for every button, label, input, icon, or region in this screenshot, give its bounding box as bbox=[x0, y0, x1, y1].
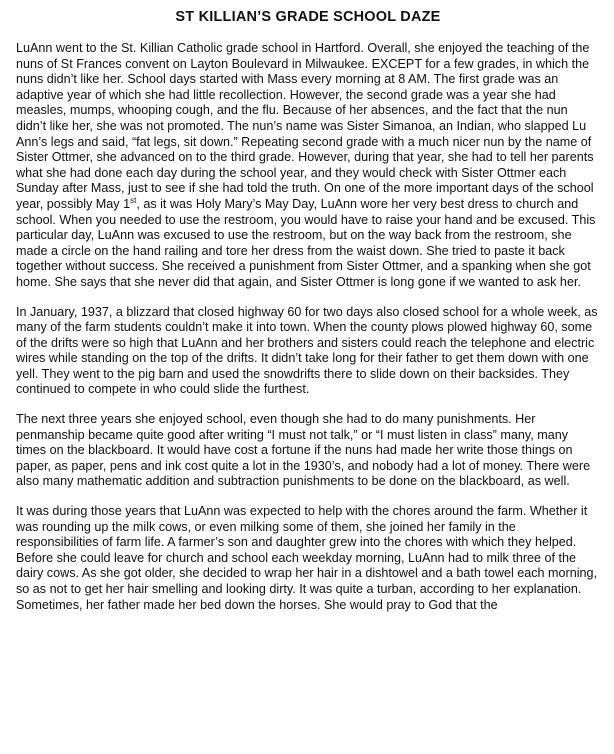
paragraph-punishments: The next three years she enjoyed school, even though she had to do many punishments. Her penmanship became quite good after writing “I must not talk,” or “I must listen in class” many, many times on the blackboard. It would have cost a fortune if the nuns had made her write those things on paper, as paper, pens and ink cost quite a lot in the 1930’s, and nobody had a lot of money. There were also many mathematic addition and subtraction punishments to be done on the blackboard, as well. bbox=[16, 412, 591, 489]
paragraph-text: LuAnn went to the St. Killian Catholic grade school in Hartford. Overall, she enjoyed the teaching of the nuns of St Frances convent on Layton Boulevard in Milwaukee. EXCEPT for a few grades, in which the nuns didn’t like her. School days started with Mass every morning at 8 AM. The first grade was an adaptive year of which she had little recollection. However, the second grade was a year she had measles, mumps, whooping cough, and the flu. Because of her absences, and the fact that the nun didn’t like her, she was not promoted. The nun’s name was Sister Simanoa, an Indian, who slapped Lu Ann’s legs and said, “fat legs, sit down.” Repeating second grade with a much nicer nun by the name of Sister Ottmer, she advanced on to the third grade. However, during that year, she had to tell her parents what she had done each day during the school year, and they would check with Sister Ottmer each Sunday after Mass, just to see if she had told the truth. On one of the more important days of the school year, possibly May 1 bbox=[16, 41, 594, 211]
paragraph-text: , as it was Holy Mary’s May Day, LuAnn wore her very best dress to church and school. When you needed to use the restroom, you would have to raise your hand and be excused. This particular day, LuAnn was excused to use the restroom, but on the way back from the restroom, she made a circle on the hand railing and tore her dress from the waist down. She tried to paste it back together without success. She received a punishment from Sister Ottmer, and a spanking when she got home. She says that she never did that again, and Sister Ottmer is long gone if we wanted to ask her. bbox=[16, 196, 596, 289]
paragraph-school-days bbox=[16, 41, 600, 291]
ordinal-suffix: st bbox=[130, 195, 137, 205]
paragraph-blizzard: In January, 1937, a blizzard that closed highway 60 for two days also closed school for a whole week, as many of the farm students couldn’t make it into town. When the county plows plowed highway 60, some of the drifts were so high that LuAnn and her brothers and sisters could reach the telephone and electric wires while standing on the top of the drifts. It didn’t take long for their father to get them down with one yell. They went to the pig barn and used the snowdrifts there to slide down on their backsides. They continued to compete in who could slide the furthest. bbox=[16, 304, 598, 397]
paragraph-farm-chores: It was during those years that LuAnn was expected to help with the chores around the farm. Whether it was rounding up the milk cows, or even milking some of them, she joined her family in the responsibilities of farm life. A farmer’s son and daughter grew into the chores with which they helped. Before she could leave for church and school each weekday morning, LuAnn had to milk three of the dairy cows. As she got older, she decided to wrap her hair in a dishtowel and a bath towel each morning, so as not to get her hair smelling and looking dirty. It was quite a turban, according to her explanation. Sometimes, her father made her bed down the horses. She would pray to God that the bbox=[16, 504, 598, 612]
document-title: ST KILLIAN’S GRADE SCHOOL DAZE bbox=[175, 9, 441, 25]
